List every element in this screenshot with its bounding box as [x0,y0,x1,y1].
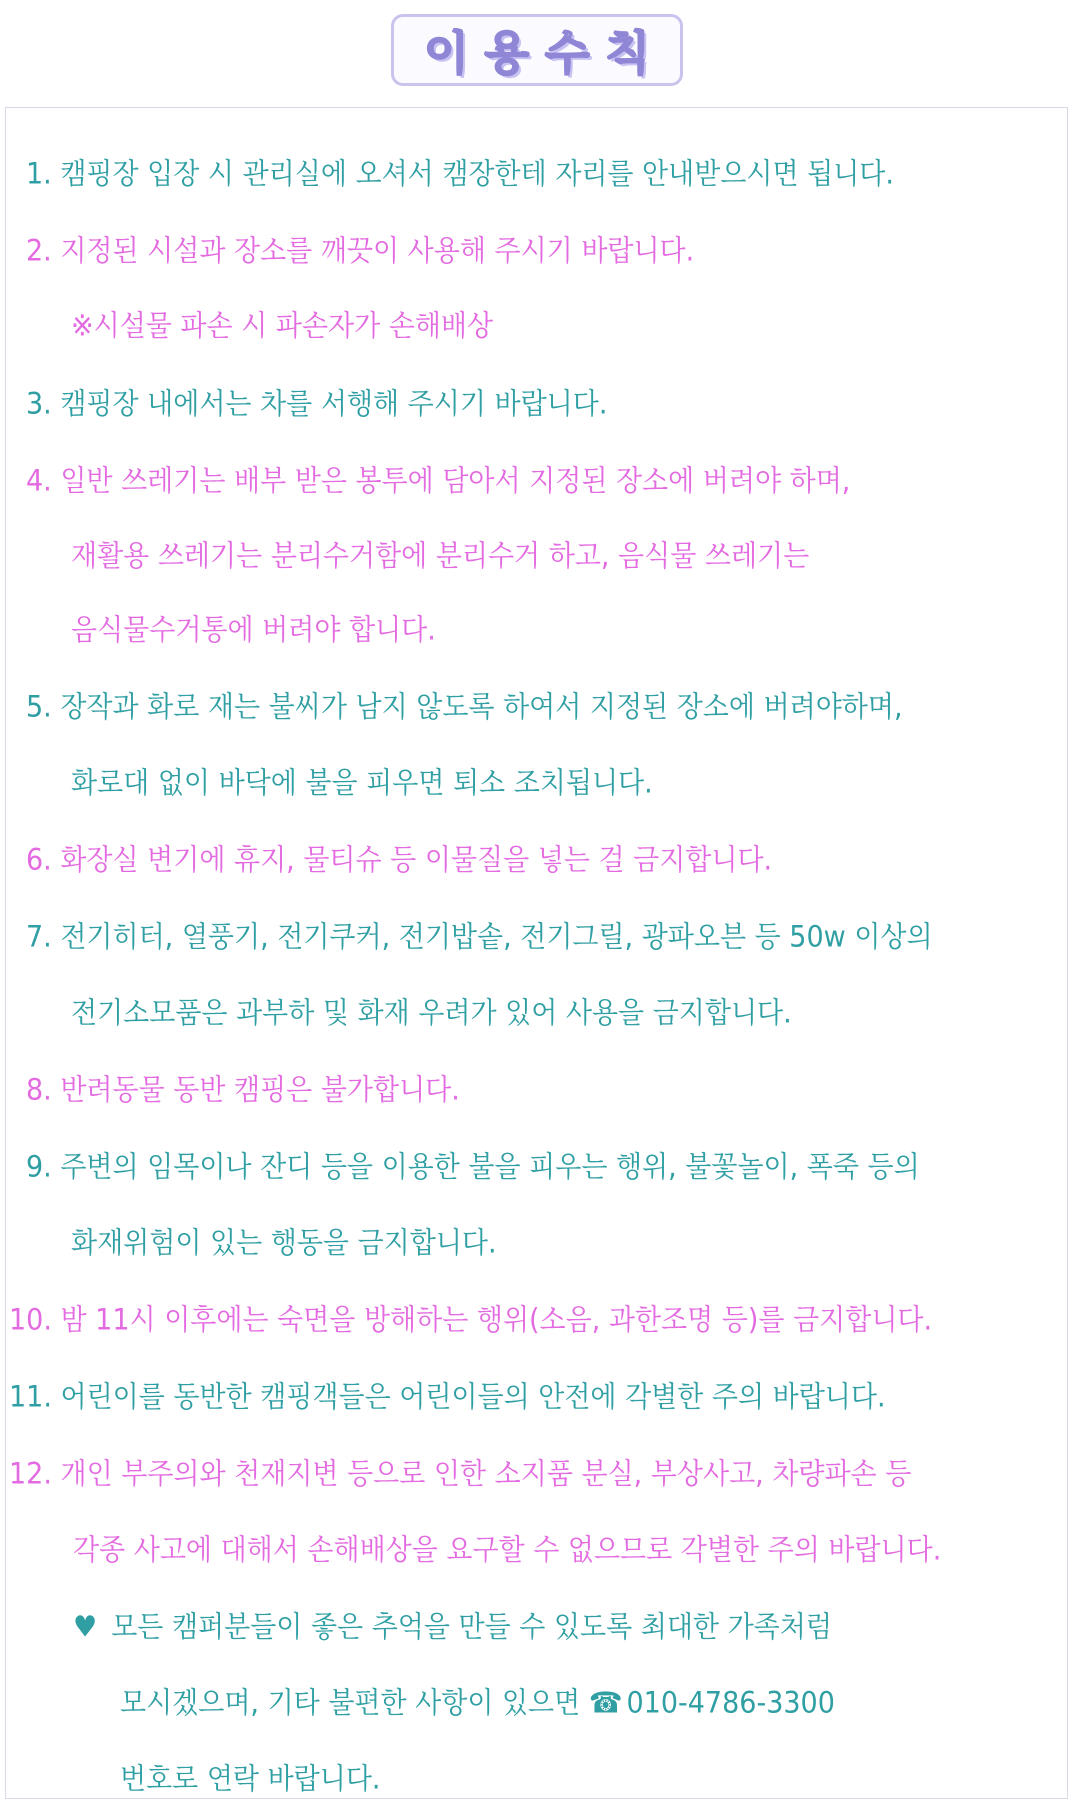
closing-line-1 [73,1606,832,1649]
rule-8-line-1: 8. 반려동물 동반 캠핑은 불가합니다. [26,1073,460,1108]
rule-1-line-1: 1. 캠핑장 입장 시 관리실에 오셔서 캠장한테 자리를 안내받으시면 됩니다. [26,157,894,192]
rule-12-line-1: 12. 개인 부주의와 천재지변 등으로 인한 소지품 분실, 부상사고, 차량파손 등 [9,1457,912,1492]
rule-3-line-1: 3. 캠핑장 내에서는 차를 서행해 주시기 바랍니다. [26,387,608,422]
rule-7-line-1: 7. 전기히터, 열풍기, 전기쿠커, 전기밥솥, 전기그릴, 광파오븐 등 50w 이상의 [26,920,933,955]
rule-9-line-2: 화재위험이 있는 행동을 금지합니다. [71,1226,497,1261]
rule-11-line-1: 11. 어린이를 동반한 캠핑객들은 어린이들의 안전에 각별한 주의 바랍니다. [9,1380,886,1415]
rule-2-line-2: ※시설물 파손 시 파손자가 손해배상 [71,309,494,344]
closing-text-1: 모든 캠퍼분들이 좋은 추억을 만들 수 있도록 최대한 가족처럼 [111,1610,832,1645]
title-box [391,14,683,86]
rule-5-line-2: 화로대 없이 바닥에 불을 피우면 퇴소 조치됩니다. [71,766,653,801]
rule-7-line-2: 전기소모품은 과부하 및 화재 우려가 있어 사용을 금지합니다. [71,996,792,1031]
rule-4-line-2: 재활용 쓰레기는 분리수거함에 분리수거 하고, 음식물 쓰레기는 [71,539,810,574]
rule-12-line-2: 각종 사고에 대해서 손해배상을 요구할 수 없으므로 각별한 주의 바랍니다. [73,1533,942,1568]
rule-5-line-1: 5. 장작과 화로 재는 불씨가 남지 않도록 하여서 지정된 장소에 버려야하며, [26,690,903,725]
rule-6-line-1: 6. 화장실 변기에 휴지, 물티슈 등 이물질을 넣는 걸 금지합니다. [26,843,773,878]
page-title: 이용수칙 [424,26,666,80]
rule-4-line-3: 음식물수거통에 버려야 합니다. [71,613,436,648]
rule-2-line-1: 2. 지정된 시설과 장소를 깨끗이 사용해 주시기 바랍니다. [26,234,695,269]
phone-number: 010-4786-3300 [626,1686,835,1721]
title-area [0,14,1074,86]
rule-10-line-1: 10. 밤 11시 이후에는 숙면을 방해하는 행위(소음, 과한조명 등)를 금지합니다. [9,1303,933,1338]
rule-9-line-1: 9. 주변의 임목이나 잔디 등을 이용한 불을 피우는 행위, 불꽃놀이, 폭죽 등의 [26,1150,920,1185]
closing-line-2 [120,1682,835,1725]
phone-icon: ☎ [588,1686,623,1721]
rule-4-line-1: 4. 일반 쓰레기는 배부 받은 봉투에 담아서 지정된 장소에 버려야 하며, [26,464,851,499]
closing-line-3: 번호로 연락 바랍니다. [120,1762,381,1797]
heart-icon: ♥ [73,1610,98,1645]
closing-text-2: 모시겠으며, 기타 불편한 사항이 있으면 [120,1686,581,1721]
